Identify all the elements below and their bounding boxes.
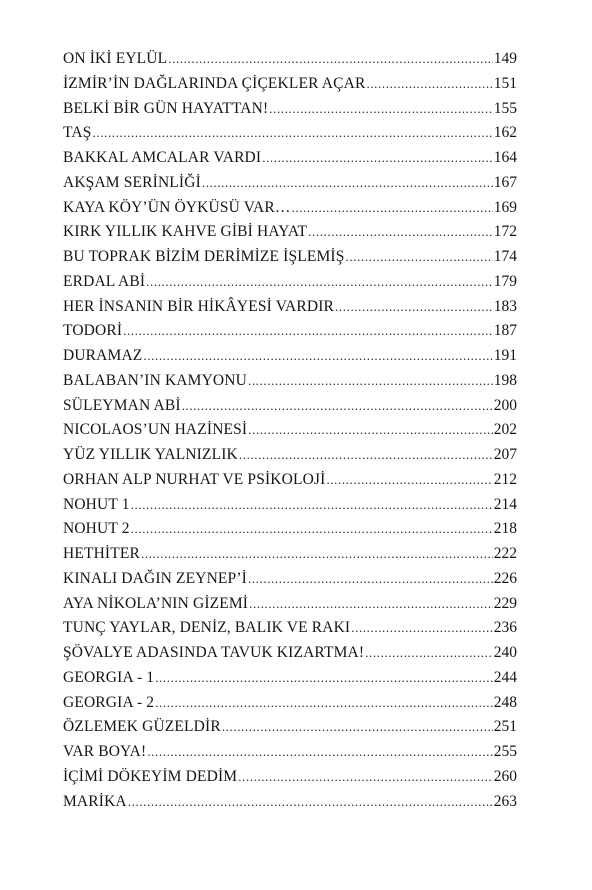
toc-entry xyxy=(63,97,517,122)
toc-entry-title: ORHAN ALP NURHAT VE PSİKOLOJİ xyxy=(63,470,326,488)
toc-entry-title: TUNÇ YAYLAR, DENİZ, BALIK VE RAKI xyxy=(63,619,351,637)
toc-entry-page-number: 244 xyxy=(493,668,517,686)
toc-dot-leader xyxy=(248,567,493,592)
toc-entry xyxy=(63,666,517,691)
toc-dot-leader xyxy=(128,790,493,815)
toc-entry xyxy=(63,270,517,295)
toc-entry xyxy=(63,468,517,493)
toc-entry-title: TAŞ xyxy=(63,124,92,142)
toc-entry-page-number: 236 xyxy=(493,619,517,637)
toc-dot-leader xyxy=(131,517,493,542)
toc-entry-title: SÜLEYMAN ABİ xyxy=(63,396,181,414)
toc-entry-title: VAR BOYA! xyxy=(63,743,147,760)
toc-entry-title: GEORGIA - 2 xyxy=(63,693,155,711)
toc-dot-leader xyxy=(249,592,493,617)
toc-entry-page-number: 169 xyxy=(493,198,517,216)
toc-entry-page-number: 214 xyxy=(493,495,517,513)
toc-dot-leader xyxy=(292,196,493,221)
toc-dot-leader xyxy=(351,616,493,641)
toc-entry xyxy=(63,295,517,320)
toc-entry-title: NICOLAOS’UN HAZİNESİ xyxy=(63,421,248,439)
toc-entry-page-number: 248 xyxy=(493,693,517,711)
toc-entry-title: TODORİ xyxy=(63,322,123,340)
toc-entry-title: AKŞAM SERİNLİĞİ xyxy=(63,173,201,191)
toc-entry-page-number: 207 xyxy=(493,446,517,463)
toc-entry-page-number: 229 xyxy=(493,594,517,612)
toc-entry-title: BELKİ BİR GÜN HAYATTAN! xyxy=(63,99,269,117)
toc-entry-page-number: 240 xyxy=(493,644,517,661)
toc-entry xyxy=(63,616,517,641)
toc-entry-title: KIRK YILLIK KAHVE GİBİ HAYAT xyxy=(63,223,308,241)
toc-entry-title: HETHİTER xyxy=(63,545,140,562)
toc-dot-leader xyxy=(141,542,493,567)
toc-entry-title: AYA NİKOLA’NIN GİZEMİ xyxy=(63,594,249,612)
toc-entry xyxy=(63,542,517,567)
toc-dot-leader xyxy=(143,344,492,369)
toc-entry-page-number: 149 xyxy=(493,50,517,67)
toc-entry xyxy=(63,641,517,666)
toc-entry xyxy=(63,715,517,740)
toc-entry xyxy=(63,121,517,146)
toc-entry-page-number: 183 xyxy=(493,297,517,315)
toc-entry-page-number: 198 xyxy=(493,371,517,389)
toc-entry-page-number: 155 xyxy=(493,99,517,117)
toc-entry-title: İZMİR’İN DAĞLARINDA ÇİÇEKLER AÇAR xyxy=(63,74,366,92)
toc-entry-title: BU TOPRAK BİZİM DERİMİZE İŞLEMİŞ xyxy=(63,248,345,265)
toc-entry-title: BAKKAL AMCALAR VARDI xyxy=(63,149,262,166)
toc-entry xyxy=(63,47,517,72)
toc-entry-page-number: 263 xyxy=(493,792,517,810)
toc-dot-leader xyxy=(202,171,493,196)
toc-entry-page-number: 167 xyxy=(493,173,517,191)
toc-entry-page-number: 212 xyxy=(493,470,517,488)
toc-entry xyxy=(63,443,517,468)
toc-entry-page-number: 260 xyxy=(493,767,517,785)
toc-entry xyxy=(63,691,517,716)
toc-entry-page-number: 151 xyxy=(493,74,517,92)
toc-entry-page-number: 218 xyxy=(493,520,517,538)
toc-entry xyxy=(63,196,517,221)
toc-entry-title: ŞÖVALYE ADASINDA TAVUK KIZARTMA! xyxy=(63,644,365,661)
toc-entry-title: MARİKA xyxy=(63,792,127,810)
toc-dot-leader xyxy=(308,220,493,245)
toc-entry xyxy=(63,765,517,790)
toc-entry xyxy=(63,344,517,369)
toc-entry-title: NOHUT 2 xyxy=(63,520,130,538)
table-of-contents xyxy=(63,47,517,814)
toc-dot-leader xyxy=(366,72,492,97)
toc-entry xyxy=(63,394,517,419)
toc-entry-title: HER İNSANIN BİR HİKÂYESİ VARDIR xyxy=(63,297,335,315)
toc-entry-page-number: 226 xyxy=(493,569,517,587)
toc-entry-title: KINALI DAĞIN ZEYNEP’İ xyxy=(63,569,247,587)
toc-dot-leader xyxy=(269,97,492,122)
toc-entry xyxy=(63,790,517,815)
toc-entry xyxy=(63,592,517,617)
toc-entry-page-number: 174 xyxy=(493,248,517,265)
toc-dot-leader xyxy=(168,47,493,72)
toc-entry-page-number: 179 xyxy=(493,272,517,290)
toc-entry-page-number: 202 xyxy=(493,421,517,439)
toc-dot-leader xyxy=(182,394,493,419)
toc-entry-title: DURAMAZ xyxy=(63,347,143,364)
toc-dot-leader xyxy=(147,740,492,765)
toc-entry-page-number: 187 xyxy=(493,322,517,340)
toc-entry-page-number: 191 xyxy=(493,347,517,364)
toc-dot-leader xyxy=(146,270,493,295)
toc-entry-page-number: 222 xyxy=(493,545,517,562)
toc-entry xyxy=(63,146,517,171)
toc-entry xyxy=(63,740,517,765)
toc-entry-title: BALABAN’IN KAMYONU xyxy=(63,371,247,389)
toc-entry xyxy=(63,517,517,542)
toc-dot-leader xyxy=(131,493,493,518)
toc-dot-leader xyxy=(155,666,493,691)
toc-entry xyxy=(63,72,517,97)
toc-entry xyxy=(63,220,517,245)
toc-dot-leader xyxy=(248,418,493,443)
toc-dot-leader xyxy=(248,369,493,394)
toc-entry-title: YÜZ YILLIK YALNIZLIK xyxy=(63,446,238,463)
toc-entry-page-number: 172 xyxy=(493,223,517,241)
toc-dot-leader xyxy=(222,715,493,740)
toc-dot-leader xyxy=(365,641,493,666)
toc-dot-leader xyxy=(238,765,493,790)
toc-entry xyxy=(63,369,517,394)
toc-dot-leader xyxy=(326,468,492,493)
toc-dot-leader xyxy=(335,295,493,320)
toc-dot-leader xyxy=(262,146,493,171)
toc-entry xyxy=(63,493,517,518)
toc-entry xyxy=(63,171,517,196)
toc-entry-page-number: 255 xyxy=(493,743,517,760)
toc-entry-title: ÖZLEMEK GÜZELDİR xyxy=(63,718,221,736)
toc-entry-title: GEORGIA - 1 xyxy=(63,668,155,686)
toc-dot-leader xyxy=(123,319,493,344)
toc-entry-page-number: 162 xyxy=(493,124,517,142)
toc-entry-title: KAYA KÖY’ÜN ÖYKÜSÜ VAR… xyxy=(63,198,291,216)
toc-entry xyxy=(63,245,517,270)
toc-entry-page-number: 251 xyxy=(493,718,517,736)
toc-dot-leader xyxy=(346,245,493,270)
toc-entry-title: İÇİMİ DÖKEYİM DEDİM xyxy=(63,767,238,785)
toc-entry-page-number: 200 xyxy=(493,396,517,414)
toc-dot-leader xyxy=(93,121,493,146)
toc-entry-title: NOHUT 1 xyxy=(63,495,130,513)
toc-entry-page-number: 164 xyxy=(493,149,517,166)
toc-dot-leader xyxy=(155,691,493,716)
toc-entry xyxy=(63,319,517,344)
toc-dot-leader xyxy=(239,443,493,468)
toc-entry-title: ERDAL ABİ xyxy=(63,272,146,290)
toc-entry-title: ON İKİ EYLÜL xyxy=(63,50,168,67)
toc-entry xyxy=(63,418,517,443)
toc-entry xyxy=(63,567,517,592)
